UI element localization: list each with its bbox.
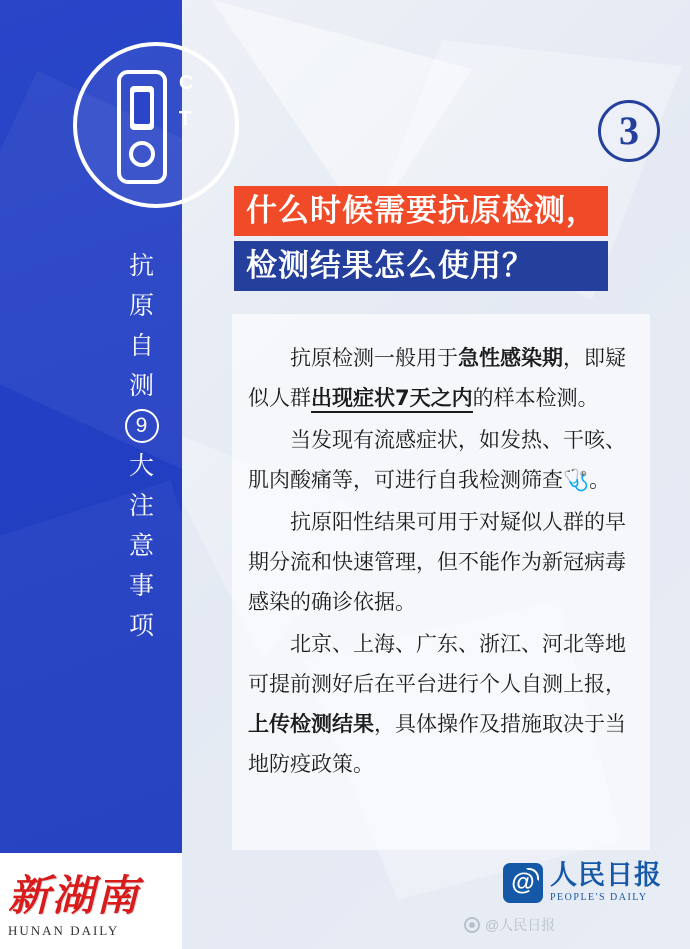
hunan-daily-logo [8,873,140,939]
weibo-watermark-label: @人民日报 [485,917,556,933]
text-run: ，即疑似人群 [248,346,626,410]
paragraph [248,502,632,622]
series-char: 自 [128,332,155,360]
series-char: 抗 [128,252,155,280]
text-run: ，具体操作及措施取决于当地防疫政策。 [248,712,626,776]
hunan-daily-logo-cn: 新湖南 [8,874,141,920]
series-number-badge: 9 [125,409,159,443]
series-char: 项 [128,612,155,640]
card-headline [234,186,608,291]
text-run-underline: 出现症状7天之内 [311,386,473,413]
test-line-label: T [179,108,192,130]
peoples-daily-logo-en: PEOPLE'S DAILY [550,892,648,903]
series-char: 测 [128,372,155,400]
text-run: 抗原检测一般用于 [290,346,458,370]
text-run: 的样本检测。 [472,386,599,410]
peoples-daily-logo-cn: 人民日报 [550,860,662,891]
hunan-daily-logo-en: HUNAN DAILY [8,923,120,938]
weibo-icon [464,917,480,933]
paragraph [248,338,632,418]
peoples-daily-logo [503,862,662,903]
text-run: 当发现有流感症状，如发热、干咳、肌肉酸痛等，可进行自我检测筛查🩺。 [248,428,626,492]
at-sign-icon: @ [503,863,543,903]
paragraph [248,624,632,784]
control-line-label: C [179,72,194,94]
series-char: 大 [128,452,155,480]
headline-line-1: 什么时候需要抗原检测， [234,186,608,236]
series-char: 意 [128,532,155,560]
series-char: 原 [128,292,155,320]
series-char: 事 [128,572,155,600]
text-run: 抗原阳性结果可用于对疑似人群的早期分流和快速管理，但不能作为新冠病毒感染的确诊依据。 [248,510,626,614]
headline-line-2: 检测结果怎么使用？ [234,241,608,291]
weibo-watermark [464,915,555,935]
wifi-icon [526,868,539,881]
text-run: 北京、上海、广东、浙江、河北等地可提前测好后在平台进行个人自测上报， [248,632,626,696]
text-run-bold: 急性感染期 [458,346,563,370]
body-text-panel [232,314,650,850]
test-kit-svg [77,46,243,212]
series-char: 注 [128,492,155,520]
card-number-badge: 3 [598,100,660,162]
paragraph [248,420,632,500]
antigen-test-kit-icon [73,42,239,208]
series-vertical-title [122,246,162,646]
text-run-bold: 上传检测结果 [248,712,374,736]
poster-content [182,0,690,949]
